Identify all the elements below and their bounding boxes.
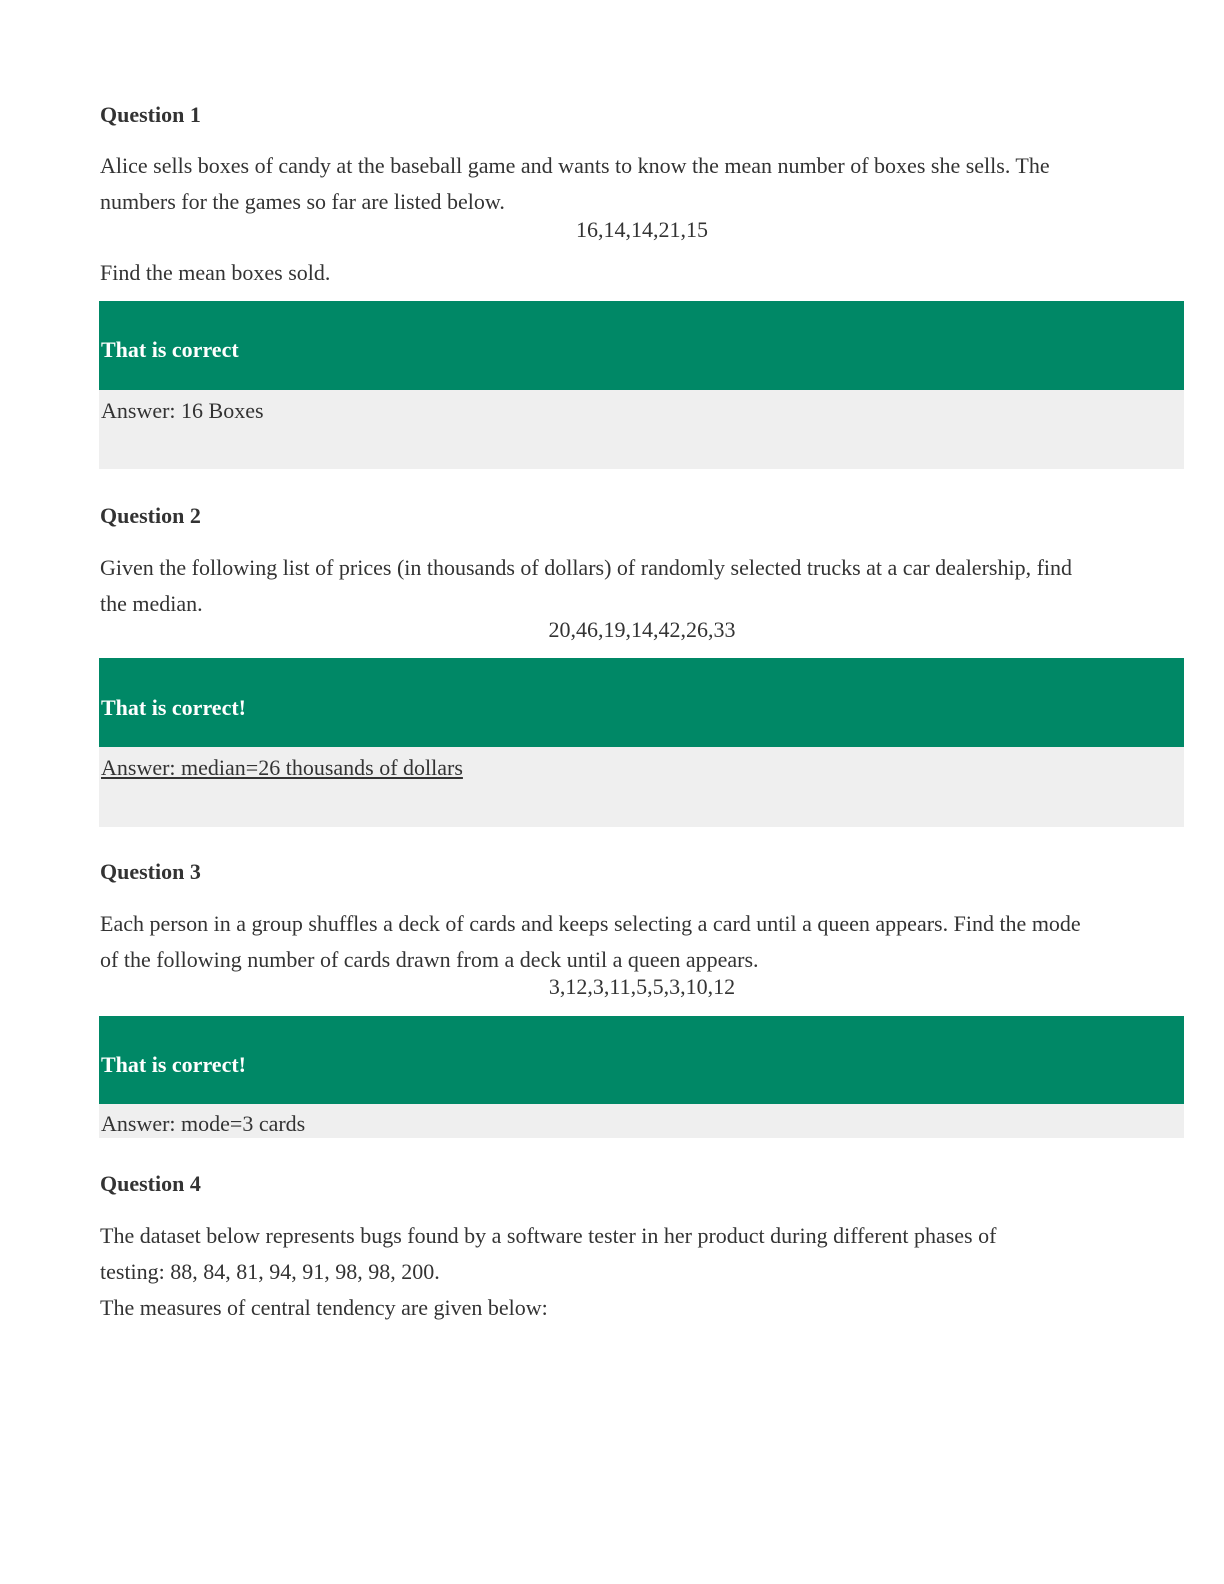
question-2-line-1: Given the following list of prices (in thousands of dollars) of randomly selected trucks at a car dealership, find <box>100 555 1073 580</box>
question-2-data: 20,46,19,14,42,26,33 <box>548 617 736 642</box>
question-4-line-1: The dataset below represents bugs found by a software tester in her product during different phases of <box>100 1223 997 1248</box>
question-2-line-2: the median. <box>100 591 203 616</box>
question-1-feedback-text: That is correct <box>101 337 239 362</box>
question-1-title: Question 1 <box>100 102 201 127</box>
question-2-feedback-text: That is correct! <box>101 695 246 720</box>
question-3-text <box>100 906 1170 978</box>
question-1-line-2: numbers for the games so far are listed below. <box>100 189 505 214</box>
question-3-line-1: Each person in a group shuffles a deck of cards and keeps selecting a card until a queen appears. Find the mode <box>100 911 1081 936</box>
question-3-data: 3,12,3,11,5,5,3,10,12 <box>548 974 736 999</box>
question-1-feedback-bar <box>99 301 1184 390</box>
question-3-title: Question 3 <box>100 859 201 884</box>
question-2-text <box>100 550 1170 622</box>
question-2-answer: Answer: median=26 thousands of dollars <box>101 755 463 780</box>
question-1-text <box>100 148 1170 220</box>
question-1-answer: Answer: 16 Boxes <box>101 398 264 423</box>
question-2-feedback-bar <box>99 658 1184 747</box>
question-3-answer-box <box>99 1104 1184 1138</box>
question-3-feedback-text: That is correct! <box>101 1052 246 1077</box>
question-1-prompt: Find the mean boxes sold. <box>100 260 331 285</box>
question-1-data: 16,14,14,21,15 <box>576 217 708 242</box>
question-2-title: Question 2 <box>100 503 201 528</box>
question-1-line-1: Alice sells boxes of candy at the baseball game and wants to know the mean number of boxes she sells. The <box>100 153 1050 178</box>
question-4-line-3: The measures of central tendency are given below: <box>100 1295 548 1320</box>
question-4-title: Question 4 <box>100 1171 201 1196</box>
question-4-line-2: testing: 88, 84, 81, 94, 91, 98, 98, 200. <box>100 1259 440 1284</box>
question-3-line-2: of the following number of cards drawn from a deck until a queen appears. <box>100 947 759 972</box>
question-3-answer: Answer: mode=3 cards <box>101 1111 306 1136</box>
question-2-answer-box <box>99 747 1184 827</box>
question-4-text <box>100 1218 1170 1326</box>
question-3-feedback-bar <box>99 1016 1184 1104</box>
question-1-answer-box <box>99 390 1184 469</box>
